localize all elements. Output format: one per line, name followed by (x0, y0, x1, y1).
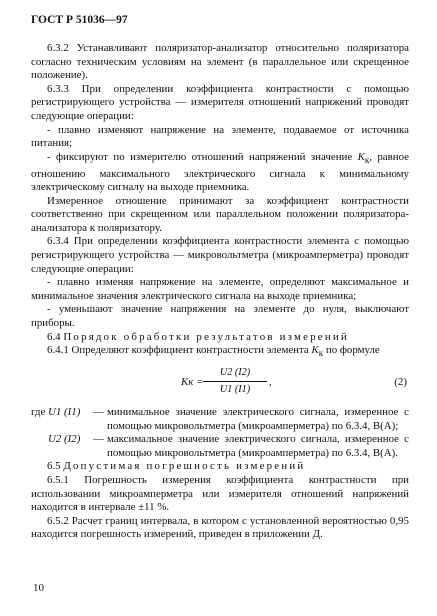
formula-numerator: U2 (I2) (203, 366, 267, 382)
formula-lhs: Kк = (181, 376, 204, 388)
definition-row (31, 433, 409, 460)
list-item: - плавно изменяя напряжение на элементе, определяют максимальное и минимальное значения электрического сигнала на выходе приемника; (31, 276, 409, 302)
definition-term (31, 433, 93, 460)
k-symbol: K (311, 344, 319, 357)
formula-denominator: U1 (I1) (219, 383, 251, 395)
formula-2 (31, 364, 409, 404)
k-subscript: к (318, 348, 324, 359)
k-symbol: K (357, 150, 365, 163)
definition-text: максимальное значение электрического сигнала, измеренное с помощью микровольтметра (микроамперметра) по 6.3.4, В(А). (107, 433, 409, 459)
definition-dash: — (93, 406, 104, 418)
list-item-text: - фиксируют по измерителю отношений напряжений значение (47, 150, 358, 163)
paragraph: Измеренное отношение принимают за коэффициент контрастности соответственно при скрещенном или параллельном положении поляризатора-анализатора к поляризатору. (31, 194, 409, 234)
paragraph-6-5-1: 6.5.1 Погрешность измерения коэффициента контрастности при использовании микроамперметра или измерителя отношений напряжений находится в интервале ±11 %. (31, 473, 409, 514)
definition-row (31, 406, 409, 433)
document-header: ГОСТ Р 51036—97 (31, 14, 128, 26)
where-label: где (31, 406, 46, 418)
formula-fraction (203, 366, 267, 396)
list-item (31, 151, 409, 195)
section-number: 6.5 (47, 460, 61, 473)
document-body (31, 42, 409, 542)
paragraph-6-4-1 (31, 344, 409, 361)
definition-term (31, 406, 93, 433)
paragraph-text: по формуле (323, 344, 380, 357)
list-item: - уменьшают значение напряжения на элементе до нуля, выключают приборы. (31, 303, 409, 330)
k-subscript: к (364, 154, 370, 165)
paragraph-6-3-4: 6.3.4 При определении коэффициента контрастности элемента с помощью регистрирующего устройства — микровольтметра (микроамперметра) проводят следующие операции: (31, 235, 409, 275)
list-item-text: , равное отношению максимального электрического сигнала к минимальному электрическому сигналу на выходе приемника. (31, 150, 410, 194)
formula-number: (2) (394, 376, 407, 388)
definition-term-text: U2 (I2) (48, 433, 81, 446)
definition-text: минимальное значение электрического сигнала, измеренное с помощью микровольтметра (микроамперметра) по 6.3.4, В(А); (107, 406, 409, 432)
list-item: - плавно изменяют напряжение на элементе, подаваемое от источника питания; (31, 123, 409, 150)
formula-comma: , (269, 376, 272, 388)
section-title: Допустимая погрешность измерений (63, 460, 306, 473)
paragraph-6-3-2: 6.3.2 Устанавливают поляризатор-анализатор относительно поляризатора согласно техническим условиям на элемент (в параллельное или скрещенное положение). (31, 42, 409, 82)
section-heading-6-5 (31, 460, 409, 474)
section-heading-6-4 (31, 331, 409, 345)
definition-term-text: U1 (I1) (48, 406, 81, 418)
paragraph-6-3-3: 6.3.3 При определении коэффициента контрастности с помощью регистрирующего устройства — измерителя отношений напряжений проводят следующие операции: (31, 82, 409, 122)
section-title: Порядок обработки результатов измерений (63, 330, 349, 343)
definition-dash: — (93, 433, 104, 446)
paragraph-6-5-2: 6.5.2 Расчет границ интервала, в котором с установленной вероятностью 0,95 находится погрешность измерений, приведен в приложении Д. (31, 514, 409, 541)
paragraph-text: 6.4.1 Определяют коэффициент контрастности элемента (47, 344, 312, 357)
page-number: 10 (33, 582, 44, 594)
section-number: 6.4 (47, 330, 61, 343)
